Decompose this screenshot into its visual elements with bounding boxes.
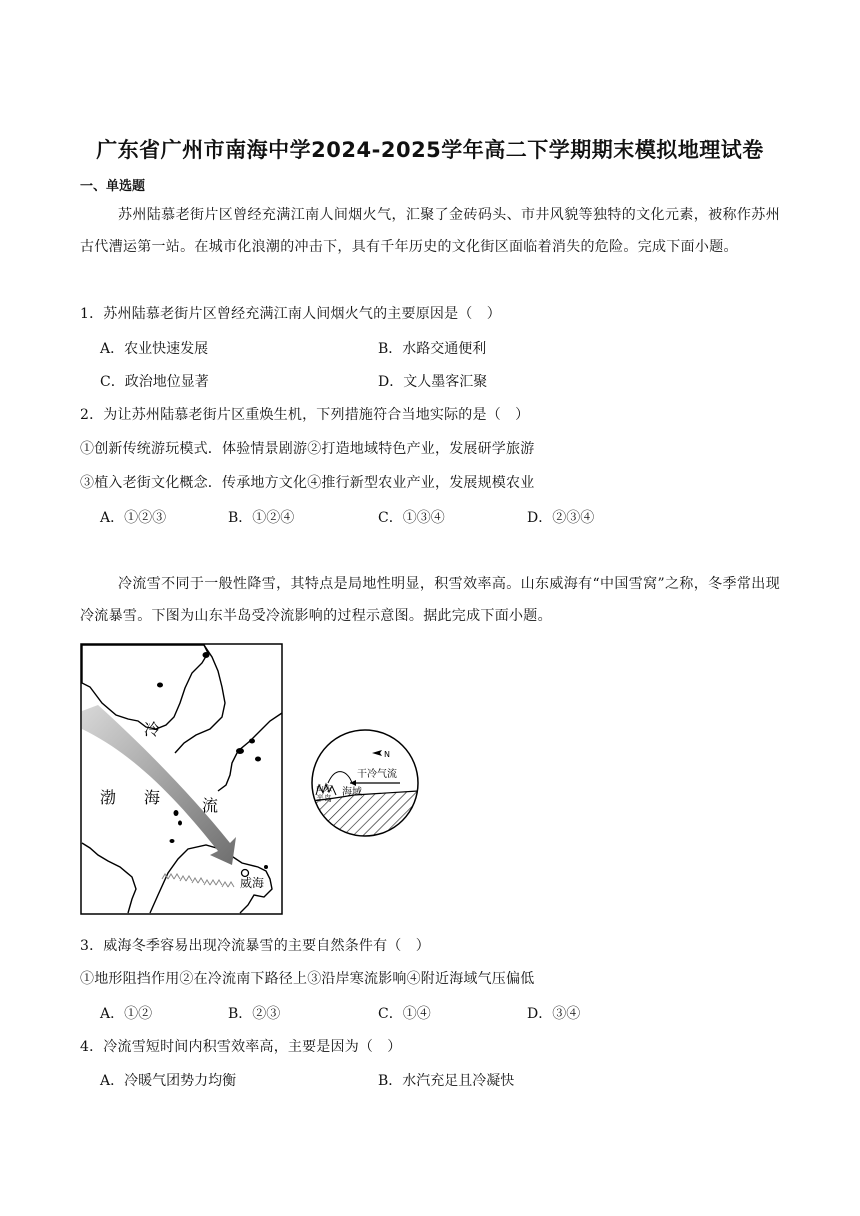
question-2-option-d: D．②③④ bbox=[527, 510, 595, 526]
question-3-option-d: D．③④ bbox=[527, 1006, 581, 1022]
passage-suzhou: 苏州陆慕老街片区曾经充满江南人间烟火气，汇聚了金砖码头、市井风貌等独特的文化元素，被称作苏州古代漕运第一站。在城市化浪潮的冲击下，具有千年历史的文化街区面临着消失的危险。完成下面小题。 bbox=[80, 207, 780, 255]
question-1-option-a: A．农业快速发展 bbox=[100, 341, 209, 357]
question-1-option-b: B．水路交通便利 bbox=[378, 341, 487, 357]
inset-shandong-label: 山东 bbox=[316, 784, 332, 793]
label-hai: 海 bbox=[144, 788, 161, 807]
island bbox=[170, 839, 175, 843]
question-2-statement-line-2: ③植入老街文化概念．传承地方文化④推行新型农业产业，发展规模农业 bbox=[80, 475, 535, 491]
island bbox=[174, 810, 179, 816]
question-3-option-a: A．①② bbox=[100, 1006, 153, 1022]
map-figure bbox=[80, 643, 420, 918]
label-bo: 渤 bbox=[100, 788, 117, 807]
shandong-cold-flow-map bbox=[80, 643, 420, 922]
label-cold: 冷 bbox=[144, 720, 161, 739]
question-1-option-d: D．文人墨客汇聚 bbox=[378, 374, 488, 390]
question-2-option-b: B．①②④ bbox=[228, 510, 295, 526]
question-3-option-b: B．②③ bbox=[228, 1006, 281, 1022]
question-3-stem: 3．威海冬季容易出现冷流暴雪的主要自然条件有（ ） bbox=[80, 938, 430, 954]
question-2-statement-line-1: ①创新传统游玩模式．体验情景剧游②打造地域特色产业，发展研学旅游 bbox=[80, 441, 535, 457]
section-heading: 一、单选题 bbox=[80, 179, 146, 194]
island bbox=[178, 821, 182, 826]
island bbox=[264, 865, 268, 869]
question-4-option-b: B．水汽充足且冷凝快 bbox=[378, 1073, 515, 1089]
question-3-option-c: C．①④ bbox=[378, 1006, 431, 1022]
question-3-statement-line-1: ①地形阻挡作用②在冷流南下路径上③沿岸寒流影响④附近海域气压偏低 bbox=[80, 971, 535, 987]
inset-north-label: N bbox=[384, 750, 390, 759]
inset-peninsula-label: 半岛 bbox=[316, 794, 332, 803]
question-2-option-c: C．①③④ bbox=[378, 510, 445, 526]
question-2-option-a: A．①②③ bbox=[100, 510, 167, 526]
question-4-stem: 4．冷流雪短时间内积雪效率高，主要是因为（ ） bbox=[80, 1039, 402, 1055]
island bbox=[236, 748, 244, 754]
question-1-stem: 1．苏州陆慕老街片区曾经充满江南人间烟火气的主要原因是（ ） bbox=[80, 306, 501, 322]
map-frame bbox=[81, 644, 282, 914]
passage-cold-flow-snow: 冷流雪不同于一般性降雪，其特点是局地性明显，积雪效率高。山东威海有“中国雪窝”之称，冬季常出现冷流暴雪。下图为山东半岛受冷流影响的过程示意图。据此完成下面小题。 bbox=[80, 576, 780, 624]
inset-sea-label: 海域 bbox=[342, 787, 362, 798]
island bbox=[203, 652, 210, 658]
inset-dry-cold-label: 干冷气流 bbox=[357, 769, 397, 780]
island bbox=[255, 757, 261, 762]
island bbox=[249, 739, 255, 744]
label-weihai: 威海 bbox=[240, 876, 265, 890]
question-4-option-a: A．冷暖气团势力均衡 bbox=[100, 1073, 237, 1089]
inset-diagram bbox=[312, 730, 418, 836]
island bbox=[157, 683, 163, 688]
label-flow: 流 bbox=[202, 796, 219, 815]
question-1-option-c: C．政治地位显著 bbox=[100, 374, 209, 390]
page-title: 广东省广州市南海中学2024-2025学年高二下学期期末模拟地理试卷 bbox=[96, 138, 764, 162]
question-2-stem: 2．为让苏州陆慕老街片区重焕生机，下列措施符合当地实际的是（ ） bbox=[80, 407, 530, 423]
